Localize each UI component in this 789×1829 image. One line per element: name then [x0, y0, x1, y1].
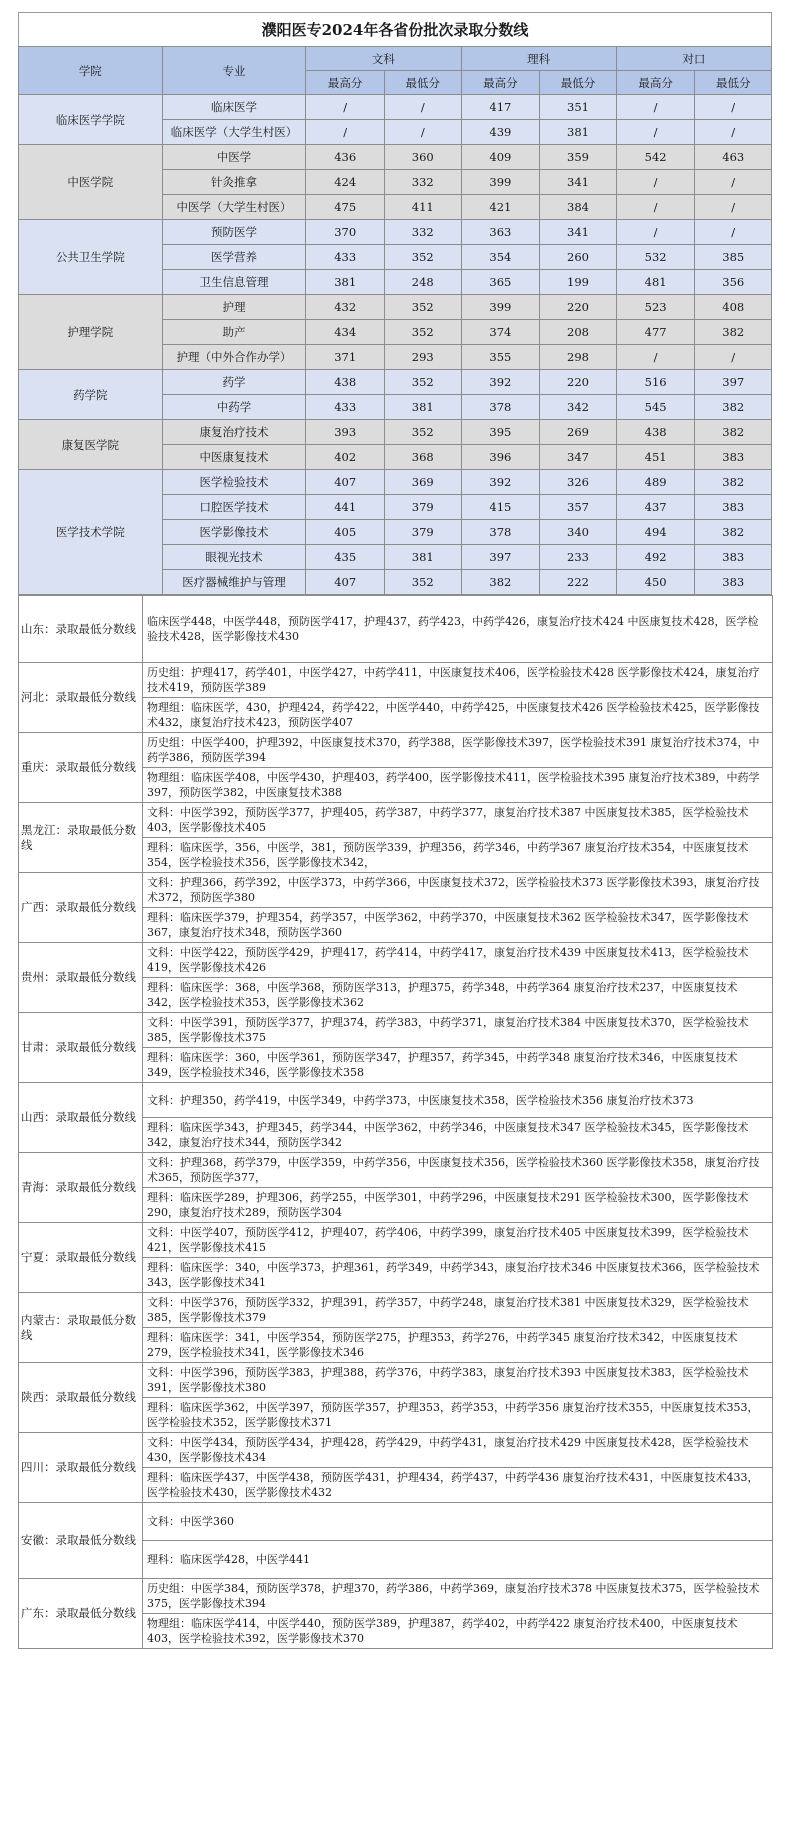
score-cell: 352 [385, 570, 461, 595]
province-name: 山东：录取最低分数线 [19, 596, 143, 663]
province-table-body [19, 596, 773, 1649]
major-cell: 中药学 [162, 395, 306, 420]
province-scores: 理科：临床医学：340，中医学373，护理361，药学349，中药学343，康复治疗技术346 中医康复技术366，医学检验技术343，医学影像技术341 [143, 1258, 773, 1293]
score-cell: / [616, 95, 695, 120]
major-cell: 口腔医学技术 [162, 495, 306, 520]
score-cell: 342 [540, 395, 616, 420]
major-cell: 针灸推拿 [162, 170, 306, 195]
major-cell: 护理 [162, 295, 306, 320]
score-cell: 332 [385, 170, 461, 195]
table-row [19, 95, 772, 120]
score-cell: 450 [616, 570, 695, 595]
score-cell: / [306, 95, 385, 120]
college-cell: 中医学院 [19, 145, 163, 220]
score-cell: 208 [540, 320, 616, 345]
score-cell: 542 [616, 145, 695, 170]
province-row [19, 1013, 773, 1048]
score-cell: 383 [695, 495, 772, 520]
score-table [18, 46, 772, 595]
score-cell: 352 [385, 295, 461, 320]
score-cell: 382 [695, 320, 772, 345]
score-cell: 439 [461, 120, 540, 145]
major-cell: 医疗器械维护与管理 [162, 570, 306, 595]
province-scores: 理科：临床医学：368，中医学368，预防医学313，护理375，药学348，中药学364 康复治疗技术237，中医康复技术342，医学检验技术353，医学影像技术362 [143, 978, 773, 1013]
score-cell: 352 [385, 320, 461, 345]
score-cell: 545 [616, 395, 695, 420]
college-cell: 公共卫生学院 [19, 220, 163, 295]
province-scores: 理科：临床医学379，护理354，药学357，中医学362，中药学370，中医康复技术362 医学检验技术347，医学影像技术367，康复治疗技术348，预防医学360 [143, 908, 773, 943]
table-row [19, 220, 772, 245]
table-row [19, 295, 772, 320]
score-cell: 347 [540, 445, 616, 470]
province-name: 广东：录取最低分数线 [19, 1579, 143, 1649]
score-cell: 382 [461, 570, 540, 595]
major-cell: 康复治疗技术 [162, 420, 306, 445]
score-cell: 396 [461, 445, 540, 470]
score-cell: 381 [306, 270, 385, 295]
score-cell: 415 [461, 495, 540, 520]
score-cell: 351 [540, 95, 616, 120]
province-name: 重庆：录取最低分数线 [19, 733, 143, 803]
score-cell: 432 [306, 295, 385, 320]
major-cell: 眼视光技术 [162, 545, 306, 570]
score-cell: 293 [385, 345, 461, 370]
score-cell: 392 [461, 370, 540, 395]
score-cell: 370 [306, 220, 385, 245]
score-cell: / [616, 120, 695, 145]
province-scores: 文科：中医学396，预防医学383，护理388，药学376，中药学383，康复治疗技术393 中医康复技术383，医学检验技术391，医学影像技术380 [143, 1363, 773, 1398]
province-name: 甘肃：录取最低分数线 [19, 1013, 143, 1083]
score-cell: / [695, 195, 772, 220]
score-cell: / [616, 345, 695, 370]
table-row [19, 470, 772, 495]
major-cell: 医学检验技术 [162, 470, 306, 495]
province-row [19, 1083, 773, 1118]
score-cell: 421 [461, 195, 540, 220]
college-cell: 康复医学院 [19, 420, 163, 470]
score-cell: 220 [540, 370, 616, 395]
major-cell: 临床医学（大学生村医） [162, 120, 306, 145]
score-cell: 355 [461, 345, 540, 370]
province-row [19, 873, 773, 908]
college-cell: 临床医学学院 [19, 95, 163, 145]
province-name: 宁夏：录取最低分数线 [19, 1223, 143, 1293]
score-cell: 360 [385, 145, 461, 170]
province-scores: 文科：护理368，药学379，中医学359，中药学356，中医康复技术356，医学检验技术360 医学影像技术358，康复治疗技术365，预防医学377， [143, 1153, 773, 1188]
major-cell: 预防医学 [162, 220, 306, 245]
score-cell: 341 [540, 220, 616, 245]
header-group-duikou: 对口 [616, 47, 771, 71]
header-group-wenke: 文科 [306, 47, 461, 71]
score-cell: 354 [461, 245, 540, 270]
score-cell: 379 [385, 495, 461, 520]
score-cell: / [695, 220, 772, 245]
score-cell: 341 [540, 170, 616, 195]
province-scores: 理科：临床医学：341，中医学354，预防医学275，护理353，药学276，中药学345 康复治疗技术342，中医康复技术279，医学检验技术341，医学影像技术346 [143, 1328, 773, 1363]
score-cell: 260 [540, 245, 616, 270]
province-scores: 理科：临床医学343，护理345，药学344，中医学362，中药学346，中医康复技术347 医学检验技术345，医学影像技术342，康复治疗技术344，预防医学342 [143, 1118, 773, 1153]
province-scores: 临床医学448，中医学448，预防医学417，护理437，药学423，中药学426，康复治疗技术424 中医康复技术428，医学检验技术428，医学影像技术430 [143, 596, 773, 663]
province-name: 内蒙古：录取最低分数线 [19, 1293, 143, 1363]
province-scores: 文科：中医学434，预防医学434，护理428，药学429，中药学431，康复治疗技术429 中医康复技术428，医学检验技术430，医学影像技术434 [143, 1433, 773, 1468]
score-cell: / [306, 120, 385, 145]
province-name: 黑龙江：录取最低分数线 [19, 803, 143, 873]
province-row [19, 803, 773, 838]
province-scores: 理科：临床医学437，中医学438，预防医学431，护理434，药学437，中药学436 康复治疗技术431，中医康复技术433，医学检验技术430，医学影像技术432 [143, 1468, 773, 1503]
score-cell: 438 [306, 370, 385, 395]
province-scores: 历史组：护理417，药学401，中医学427，中药学411，中医康复技术406，医学检验技术428 医学影像技术424，康复治疗技术419，预防医学389 [143, 663, 773, 698]
province-scores: 物理组：临床医学408，中医学430，护理403，药学400，医学影像技术411，医学检验技术395 康复治疗技术389，中药学397，预防医学382，中医康复技术388 [143, 768, 773, 803]
score-cell: 379 [385, 520, 461, 545]
major-cell: 卫生信息管理 [162, 270, 306, 295]
college-cell: 药学院 [19, 370, 163, 420]
score-cell: 199 [540, 270, 616, 295]
province-scores: 文科：中医学392，预防医学377，护理405，药学387，中药学377，康复治疗技术387 中医康复技术385，医学检验技术403，医学影像技术405 [143, 803, 773, 838]
score-cell: 374 [461, 320, 540, 345]
province-table [18, 595, 773, 1649]
score-cell: 381 [385, 395, 461, 420]
score-cell: / [385, 95, 461, 120]
score-cell: 385 [695, 245, 772, 270]
college-cell: 护理学院 [19, 295, 163, 370]
score-cell: 407 [306, 570, 385, 595]
score-cell: 475 [306, 195, 385, 220]
major-cell: 医学营养 [162, 245, 306, 270]
score-cell: 368 [385, 445, 461, 470]
score-cell: 340 [540, 520, 616, 545]
province-name: 河北：录取最低分数线 [19, 663, 143, 733]
table-row [19, 145, 772, 170]
score-cell: 384 [540, 195, 616, 220]
province-scores: 文科：中医学422，预防医学429，护理417，药学414，中药学417，康复治疗技术439 中医康复技术413，医学检验技术419，医学影像技术426 [143, 943, 773, 978]
header-min: 最低分 [385, 71, 461, 95]
header-max: 最高分 [461, 71, 540, 95]
province-name: 四川：录取最低分数线 [19, 1433, 143, 1503]
score-cell: 399 [461, 295, 540, 320]
score-cell: 397 [695, 370, 772, 395]
major-cell: 医学影像技术 [162, 520, 306, 545]
score-cell: 365 [461, 270, 540, 295]
province-row [19, 943, 773, 978]
province-scores: 理科：临床医学428，中医学441 [143, 1541, 773, 1579]
province-scores: 历史组：中医学384，预防医学378，护理370，药学386，中药学369，康复治疗技术378 中医康复技术375，医学检验技术375，医学影像技术394 [143, 1579, 773, 1614]
score-cell: 399 [461, 170, 540, 195]
score-cell: 352 [385, 370, 461, 395]
province-name: 青海：录取最低分数线 [19, 1153, 143, 1223]
province-scores: 理科：临床医学362，中医学397，预防医学357，护理353，药学353，中药学356 康复治疗技术355，中医康复技术353，医学检验技术352，医学影像技术371 [143, 1398, 773, 1433]
province-row [19, 1153, 773, 1188]
score-cell: 383 [695, 570, 772, 595]
score-cell: 359 [540, 145, 616, 170]
college-cell: 医学技术学院 [19, 470, 163, 595]
province-scores: 理科：临床医学，356，中医学，381，预防医学339，护理356，药学346，中药学367 康复治疗技术354，中医康复技术354，医学检验技术356，医学影像技术342， [143, 838, 773, 873]
score-cell: 357 [540, 495, 616, 520]
province-row [19, 1503, 773, 1541]
province-row [19, 1293, 773, 1328]
province-scores: 文科：中医学376，预防医学332，护理391，药学357，中药学248，康复治疗技术381 中医康复技术329，医学检验技术385，医学影像技术379 [143, 1293, 773, 1328]
score-cell: 332 [385, 220, 461, 245]
score-cell: / [616, 170, 695, 195]
major-cell: 护理（中外合作办学） [162, 345, 306, 370]
score-cell: 397 [461, 545, 540, 570]
score-cell: 433 [306, 245, 385, 270]
score-cell: 222 [540, 570, 616, 595]
score-cell: 395 [461, 420, 540, 445]
score-cell: 382 [695, 395, 772, 420]
score-cell: 378 [461, 395, 540, 420]
score-cell: 516 [616, 370, 695, 395]
header-max: 最高分 [616, 71, 695, 95]
admission-sheet [18, 12, 772, 1649]
province-row [19, 1579, 773, 1614]
header-major: 专业 [162, 47, 306, 95]
score-cell: 532 [616, 245, 695, 270]
score-cell: / [695, 170, 772, 195]
score-cell: 435 [306, 545, 385, 570]
score-cell: 326 [540, 470, 616, 495]
score-cell: 411 [385, 195, 461, 220]
province-name: 安徽：录取最低分数线 [19, 1503, 143, 1579]
score-cell: / [616, 220, 695, 245]
score-cell: 492 [616, 545, 695, 570]
province-scores: 文科：中医学407，预防医学412，护理407，药学406，中药学399，康复治疗技术405 中医康复技术399，医学检验技术421，医学影像技术415 [143, 1223, 773, 1258]
major-cell: 助产 [162, 320, 306, 345]
province-scores: 文科：护理350，药学419，中医学349，中药学373，中医康复技术358，医学检验技术356 康复治疗技术373 [143, 1083, 773, 1118]
score-cell: 392 [461, 470, 540, 495]
header-max: 最高分 [306, 71, 385, 95]
major-cell: 中医学（大学生村医） [162, 195, 306, 220]
score-cell: / [695, 120, 772, 145]
score-cell: 494 [616, 520, 695, 545]
province-scores: 物理组：临床医学414，中医学440，预防医学389，护理387，药学402，中药学422 康复治疗技术400，中医康复技术403，医学检验技术392，医学影像技术370 [143, 1614, 773, 1649]
major-cell: 药学 [162, 370, 306, 395]
province-scores: 文科：中医学360 [143, 1503, 773, 1541]
score-cell: 382 [695, 470, 772, 495]
table-row [19, 420, 772, 445]
score-table-body [19, 95, 772, 595]
major-cell: 临床医学 [162, 95, 306, 120]
score-cell: 405 [306, 520, 385, 545]
province-name: 山西：录取最低分数线 [19, 1083, 143, 1153]
score-cell: 233 [540, 545, 616, 570]
province-row [19, 733, 773, 768]
header-min: 最低分 [540, 71, 616, 95]
province-row [19, 1433, 773, 1468]
score-cell: 441 [306, 495, 385, 520]
page-title: 濮阳医专2024年各省份批次录取分数线 [18, 12, 772, 46]
score-cell: 481 [616, 270, 695, 295]
score-cell: 417 [461, 95, 540, 120]
province-name: 陕西：录取最低分数线 [19, 1363, 143, 1433]
score-cell: 393 [306, 420, 385, 445]
score-cell: 352 [385, 245, 461, 270]
score-cell: / [385, 120, 461, 145]
header-group-like: 理科 [461, 47, 616, 71]
province-row [19, 663, 773, 698]
score-cell: 407 [306, 470, 385, 495]
score-cell: 382 [695, 520, 772, 545]
province-row [19, 596, 773, 663]
score-cell: 477 [616, 320, 695, 345]
score-cell: 424 [306, 170, 385, 195]
score-cell: 383 [695, 545, 772, 570]
score-cell: / [616, 195, 695, 220]
score-cell: 369 [385, 470, 461, 495]
score-cell: 220 [540, 295, 616, 320]
score-cell: 378 [461, 520, 540, 545]
province-row [19, 1363, 773, 1398]
table-row [19, 370, 772, 395]
header-college: 学院 [19, 47, 163, 95]
score-cell: 382 [695, 420, 772, 445]
province-scores: 文科：护理366，药学392，中医学373，中药学366，中医康复技术372，医学检验技术373 医学影像技术393，康复治疗技术372，预防医学380 [143, 873, 773, 908]
score-cell: 363 [461, 220, 540, 245]
major-cell: 中医康复技术 [162, 445, 306, 470]
score-cell: 248 [385, 270, 461, 295]
score-cell: 438 [616, 420, 695, 445]
score-cell: 356 [695, 270, 772, 295]
score-cell: 381 [385, 545, 461, 570]
major-cell: 中医学 [162, 145, 306, 170]
score-cell: 489 [616, 470, 695, 495]
score-cell: 269 [540, 420, 616, 445]
score-cell: 523 [616, 295, 695, 320]
province-scores: 历史组：中医学400，护理392，中医康复技术370，药学388，医学影像技术397，医学检验技术391 康复治疗技术374，中药学386，预防医学394 [143, 733, 773, 768]
score-cell: 383 [695, 445, 772, 470]
score-cell: 298 [540, 345, 616, 370]
score-cell: 451 [616, 445, 695, 470]
province-scores: 理科：临床医学：360，中医学361，预防医学347，护理357，药学345，中药学348 康复治疗技术346，中医康复技术349，医学检验技术346，医学影像技术358 [143, 1048, 773, 1083]
score-cell: 434 [306, 320, 385, 345]
score-cell: 371 [306, 345, 385, 370]
province-name: 贵州：录取最低分数线 [19, 943, 143, 1013]
province-scores: 文科：中医学391，预防医学377，护理374，药学383，中药学371，康复治疗技术384 中医康复技术370，医学检验技术385，医学影像技术375 [143, 1013, 773, 1048]
header-min: 最低分 [695, 71, 772, 95]
score-cell: / [695, 345, 772, 370]
province-row [19, 1223, 773, 1258]
score-cell: 433 [306, 395, 385, 420]
province-name: 广西：录取最低分数线 [19, 873, 143, 943]
score-cell: 409 [461, 145, 540, 170]
score-cell: 408 [695, 295, 772, 320]
score-cell: 352 [385, 420, 461, 445]
score-cell: 437 [616, 495, 695, 520]
score-cell: 381 [540, 120, 616, 145]
province-scores: 物理组：临床医学，430，护理424，药学422，中医学440，中药学425，中医康复技术426 医学检验技术425，医学影像技术432，康复治疗技术423，预防医学407 [143, 698, 773, 733]
score-cell: 402 [306, 445, 385, 470]
score-cell: / [695, 95, 772, 120]
province-scores: 理科：临床医学289，护理306，药学255，中医学301，中药学296，中医康复技术291 医学检验技术300，医学影像技术290，康复治疗技术289，预防医学304 [143, 1188, 773, 1223]
score-cell: 436 [306, 145, 385, 170]
score-cell: 463 [695, 145, 772, 170]
